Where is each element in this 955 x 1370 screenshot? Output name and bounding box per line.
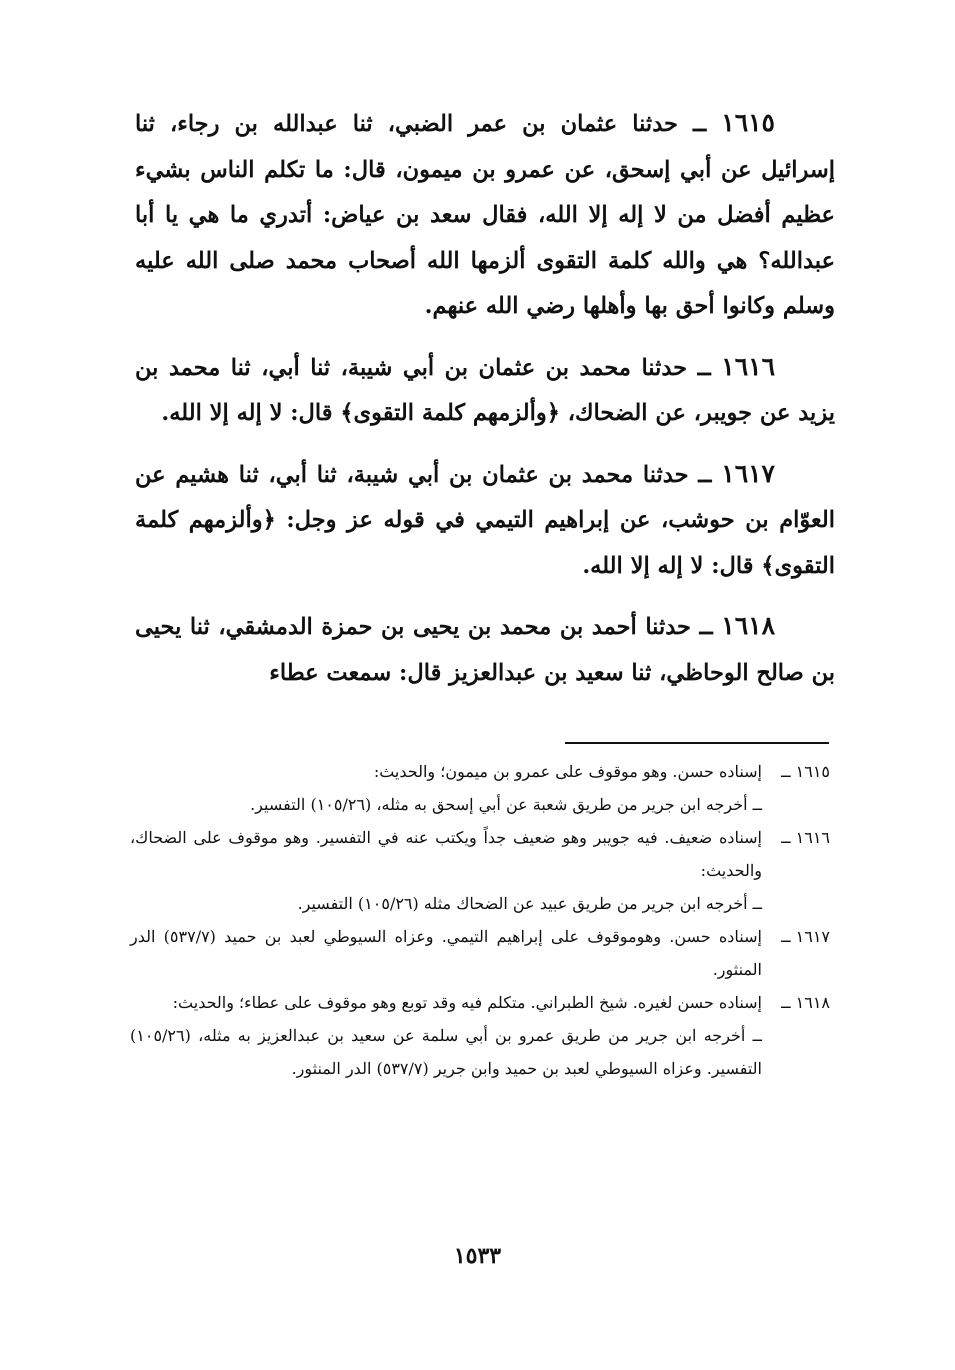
- hadith-dash: ــ: [699, 614, 713, 640]
- hadith-text: حدثنا عثمان بن عمر الضبي، ثنا عبدالله بن رجاء، ثنا إسرائيل عن أبي إسحق، عن عمرو بن ميمون، قال: ما تكلم الناس بشيء عظيم أفضل من لا إله إلا الله، فقال سعد بن عياض: أتدري ما هي يا أبا عبدالله؟ هي والله كلمة التقوى ألزمها الله أصحاب محمد صلى الله عليه وسلم وكانوا أحق بها وأهلها رضي الله عنهم.: [135, 111, 835, 319]
- hadith-1618: [135, 603, 835, 696]
- hadith-dash: ــ: [697, 354, 711, 381]
- hadith-1616: [135, 344, 835, 437]
- footnotes: [130, 755, 830, 1085]
- hadith-text: حدثنا محمد بن عثمان بن أبي شيبة، ثنا أبي، ثنا هشيم عن العوّام بن حوشب، عن إبراهيم التيمي في قوله عز وجل: ﴿وألزمهم كلمة التقوى﴾ قال: لا إله إلا الله.: [135, 461, 835, 579]
- footnote-number: ١٦١٥ ــ: [781, 762, 830, 781]
- footnote-number: ١٦١٦ ــ: [781, 828, 830, 847]
- footnote-1615: [130, 755, 830, 821]
- hadith-text: حدثنا أحمد بن محمد بن يحيى بن حمزة الدمشقي، ثنا يحيى بن صالح الوحاظي، ثنا سعيد بن عبدالعزيز قال: سمعت عطاء: [135, 614, 835, 686]
- hadith-number: ١٦١٦: [721, 351, 776, 381]
- footnote-text: إسناده حسن. وهوموقوف على إبراهيم التيمي. وعزاه السيوطي لعبد بن حميد (٥٣٧/٧) الدر المنثور.: [130, 927, 762, 979]
- footnote-text: إسناده ضعيف. فيه جويبر وهو ضعيف جداً ويكتب عنه في التفسير. وهو موقوف على الضحاك، والحديث:: [130, 828, 762, 880]
- hadith-number: ١٦١٥: [721, 108, 775, 137]
- footnote-text: إسناده حسن. وهو موقوف على عمرو بن ميمون؛ والحديث:: [373, 762, 762, 781]
- hadith-number: ١٦١٧: [721, 458, 775, 488]
- hadith-1615: [135, 100, 835, 330]
- footnote-subtext: ــ أخرجه ابن جرير من طريق عبيد عن الضحاك مثله (١٠٥/٢٦) التفسير.: [297, 894, 762, 913]
- footnote-text: إسناده حسن لغيره. شيخ الطبراني. متكلم فيه وقد توبع وهو موقوف على عطاء؛ والحديث:: [172, 993, 762, 1012]
- footnote-1617: [130, 920, 830, 986]
- footnote-number: ١٦١٧ ــ: [781, 927, 830, 946]
- hadith-number: ١٦١٨: [721, 611, 776, 640]
- hadith-text: حدثنا محمد بن عثمان بن أبي شيبة، ثنا أبي، ثنا محمد بن يزيد عن جويبر، عن الضحاك، ﴿وألزمهم كلمة التقوى﴾ قال: لا إله إلا الله.: [135, 354, 835, 426]
- footnote-separator: [565, 742, 829, 744]
- footnote-subtext: ــ أخرجه ابن جرير من طريق عمرو بن أبي سلمة عن سعيد بن عبدالعزيز به مثله، (١٠٥/٢٦) التفسير. وعزاه السيوطي لعبد بن حميد وابن جرير (٥٣٧/٧) الدر المنثور.: [130, 1026, 762, 1078]
- footnote-1616: [130, 821, 830, 920]
- hadith-1617: [135, 451, 835, 590]
- hadith-dash: ــ: [698, 461, 712, 488]
- footnote-number: ١٦١٨ ــ: [781, 993, 830, 1012]
- footnote-1618: [130, 986, 830, 1085]
- footnote-subtext: ــ أخرجه ابن جرير من طريق شعبة عن أبي إسحق به مثله، (١٠٥/٢٦) التفسير.: [250, 795, 762, 814]
- hadith-dash: ــ: [693, 111, 707, 137]
- page-number: ١٥٣٣: [453, 1243, 502, 1269]
- main-text: [135, 100, 835, 710]
